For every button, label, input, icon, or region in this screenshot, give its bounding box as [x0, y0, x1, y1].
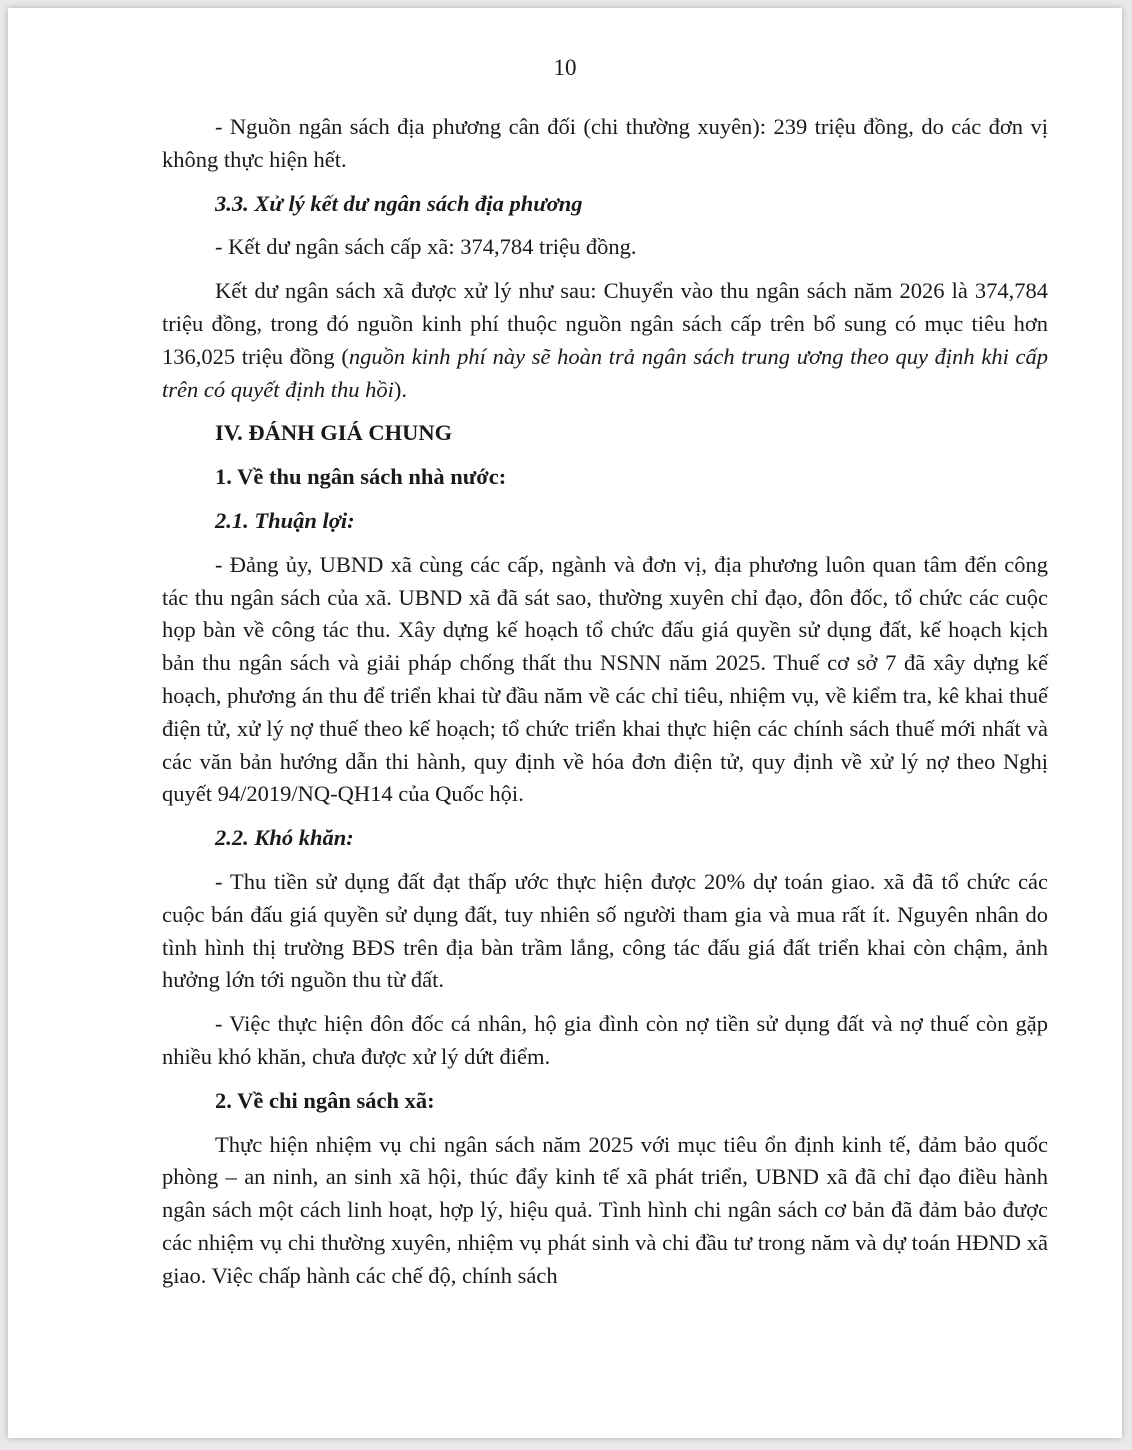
paragraph-surplus-handling — [162, 275, 1048, 406]
heading-revenue: 1. Về thu ngân sách nhà nước: — [215, 464, 507, 490]
paragraph-advantages: - Đảng ủy, UBND xã cùng các cấp, ngành và đơn vị, địa phương luôn quan tâm đến công tác thu ngân sách của xã. UBND xã đã sát sao, thường xuyên chỉ đạo, đôn đốc, tổ chức các cuộc họp bàn về công tác thu. Xây dựng kế hoạch tổ chức đấu giá quyền sử dụng đất, kế hoạch kịch bản thu ngân sách và giải pháp chống thất thu NSNN năm 2025. Thuế cơ sở 7 đã xây dựng kế hoạch, phương án thu để triển khai từ đầu năm về các chỉ tiêu, nhiệm vụ, về kiểm tra, kê khai thuế điện tử, xử lý nợ thuế theo kế hoạch; tổ chức triển khai thực hiện các chính sách thuế mới nhất và các văn bản hướng dẫn thi hành, quy định về hóa đơn điện tử, quy định về xử lý nợ theo Nghị quyết 94/2019/NQ-QH14 của Quốc hội. — [162, 551, 1048, 807]
heading-difficulties: 2.2. Khó khăn: — [215, 825, 354, 851]
surplus-handling-end: ). — [393, 376, 407, 402]
page-number: 10 — [553, 55, 577, 80]
paragraph-debt-collection: - Việc thực hiện đôn đốc cá nhân, hộ gia đình còn nợ tiền sử dụng đất và nợ thuế còn gặp nhiều khó khăn, chưa được xử lý dứt điểm. — [162, 1011, 1048, 1069]
surplus-handling-note: nguồn kinh phí này sẽ hoàn trả ngân sách trung ương theo quy định khi cấp trên có quyết định thu hồi — [162, 343, 1048, 402]
heading-section-iv: IV. ĐÁNH GIÁ CHUNG — [215, 420, 453, 446]
document-page — [8, 8, 1122, 1438]
paragraph-local-budget-balance: - Nguồn ngân sách địa phương cân đối (chi thường xuyên): 239 triệu đồng, do các đơn vị không thực hiện hết. — [162, 114, 1048, 172]
paragraph-commune-surplus: - Kết dư ngân sách cấp xã: 374,784 triệu đồng. — [215, 234, 637, 260]
paragraph-expenditure: Thực hiện nhiệm vụ chi ngân sách năm 2025 với mục tiêu ổn định kinh tế, đảm bảo quốc phòng – an ninh, an sinh xã hội, thúc đẩy kinh tế xã phát triển, UBND xã đã chỉ đạo điều hành ngân sách một cách linh hoạt, hợp lý, hiệu quả. Tình hình chi ngân sách cơ bản đã đảm bảo được các nhiệm vụ chi thường xuyên, nhiệm vụ phát sinh và chi đầu tư trong năm và dự toán HĐND xã giao. Việc chấp hành các chế độ, chính sách — [162, 1131, 1048, 1288]
heading-advantages: 2.1. Thuận lợi: — [215, 507, 355, 533]
surplus-handling-text: Kết dư ngân sách xã được xử lý như sau: Chuyển vào thu ngân sách năm 2026 là 374,784 triệu đồng, trong đó nguồn kinh phí thuộc nguồn ngân sách cấp trên bổ sung có mục tiêu hơn 136,025 triệu đồng ( — [162, 278, 1048, 369]
heading-3-3: 3.3. Xử lý kết dư ngân sách địa phương — [215, 190, 583, 216]
document-body — [162, 111, 1048, 1293]
paragraph-land-revenue: - Thu tiền sử dụng đất đạt thấp ước thực hiện được 20% dự toán giao. xã đã tổ chức các cuộc bán đấu giá quyền sử dụng đất, tuy nhiên số người tham gia và mua rất ít. Nguyên nhân do tình hình thị trường BĐS trên địa bàn trầm lắng, công tác đấu giá đất triển khai còn chậm, ảnh hưởng lớn tới nguồn thu từ đất. — [162, 868, 1048, 993]
heading-expenditure: 2. Về chi ngân sách xã: — [215, 1087, 435, 1113]
